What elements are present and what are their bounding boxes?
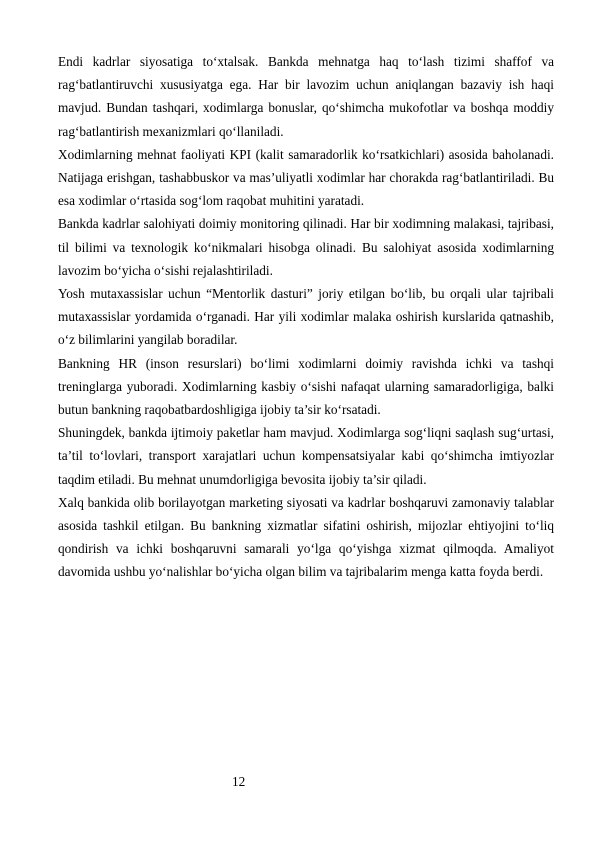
paragraph-hr-training: Bankning HR (inson resurslari) bo‘limi xodimlarni doimiy ravishda ichki va tashqi treninglarga yuboradi. Xodimlarning kasbiy o‘sishi nafaqat ularning samaradorligiga, balki butun bankning raqobatbardoshligiga ijobiy ta’sir ko‘rsatadi. (58, 355, 554, 418)
paragraph-salary-policy: Endi kadrlar siyosatiga to‘xtalsak. Bankda mehnatga haq to‘lash tizimi shaffof va rag‘batlantiruvchi xususiyatga ega. Har bir lavozim uchun aniqlangan bazaviy ish haqi mavjud. Bundan tashqari, xodimlarga bonuslar, qo‘shimcha mukofotlar va boshqa moddiy rag‘batlantirish mexanizmlari qo‘llaniladi. (58, 54, 554, 139)
paragraph-social-packages: Shuningdek, bankda ijtimoiy paketlar ham mavjud. Xodimlarga sog‘liqni saqlash sug‘urtasi, ta’til to‘lovlari, transport xarajatlari uchun kompensatsiyalar kabi qo‘shimcha imtiyozlar taqdim etiladi. Bu mehnat unumdorligiga bevosita ijobiy ta’sir qiladi. (58, 425, 554, 487)
page-number: 12 (232, 774, 246, 789)
body-text (58, 50, 554, 584)
paragraph-staff-monitoring: Bankda kadrlar salohiyati doimiy monitoring qilinadi. Har bir xodimning malakasi, tajribasi, til bilimi va texnologik ko‘nikmalari hisobga olinadi. Bu salohiyat asosida xodimlarning lavozim bo‘yicha o‘sishi rejalashtiriladi. (58, 216, 554, 278)
paragraph-kpi-evaluation: Xodimlarning mehnat faoliyati KPI (kalit samaradorlik ko‘rsatkichlari) asosida baholanadi. Natijaga erishgan, tashabbuskor va mas’uliyatli xodimlar har chorakda rag‘batlantiriladi. Bu esa xodimlar o‘rtasida sog‘lom raqobat muhitini yaratadi. (58, 146, 554, 209)
paragraph-mentorship-program: Yosh mutaxassislar uchun “Mentorlik dasturi” joriy etilgan bo‘lib, bu orqali ular tajribali mutaxassislar yordamida o‘rganadi. Har yili xodimlar malaka oshirish kurslarida qatnashib, o‘z bilimlarini yangilab boradilar. (58, 286, 554, 348)
paragraph-conclusion: Xalq bankida olib borilayotgan marketing siyosati va kadrlar boshqaruvi zamonaviy talablar asosida tashkil etilgan. Bu bankning xizmatlar sifatini oshirish, mijozlar ehtiyojini to‘liq qondirish va ichki boshqaruvni samarali yo‘lga qo‘yishga xizmat qilmoqda. Amaliyot davomida ushbu yo‘nalishlar bo‘yicha olgan bilim va tajribalarim menga katta foyda berdi. (58, 494, 554, 580)
